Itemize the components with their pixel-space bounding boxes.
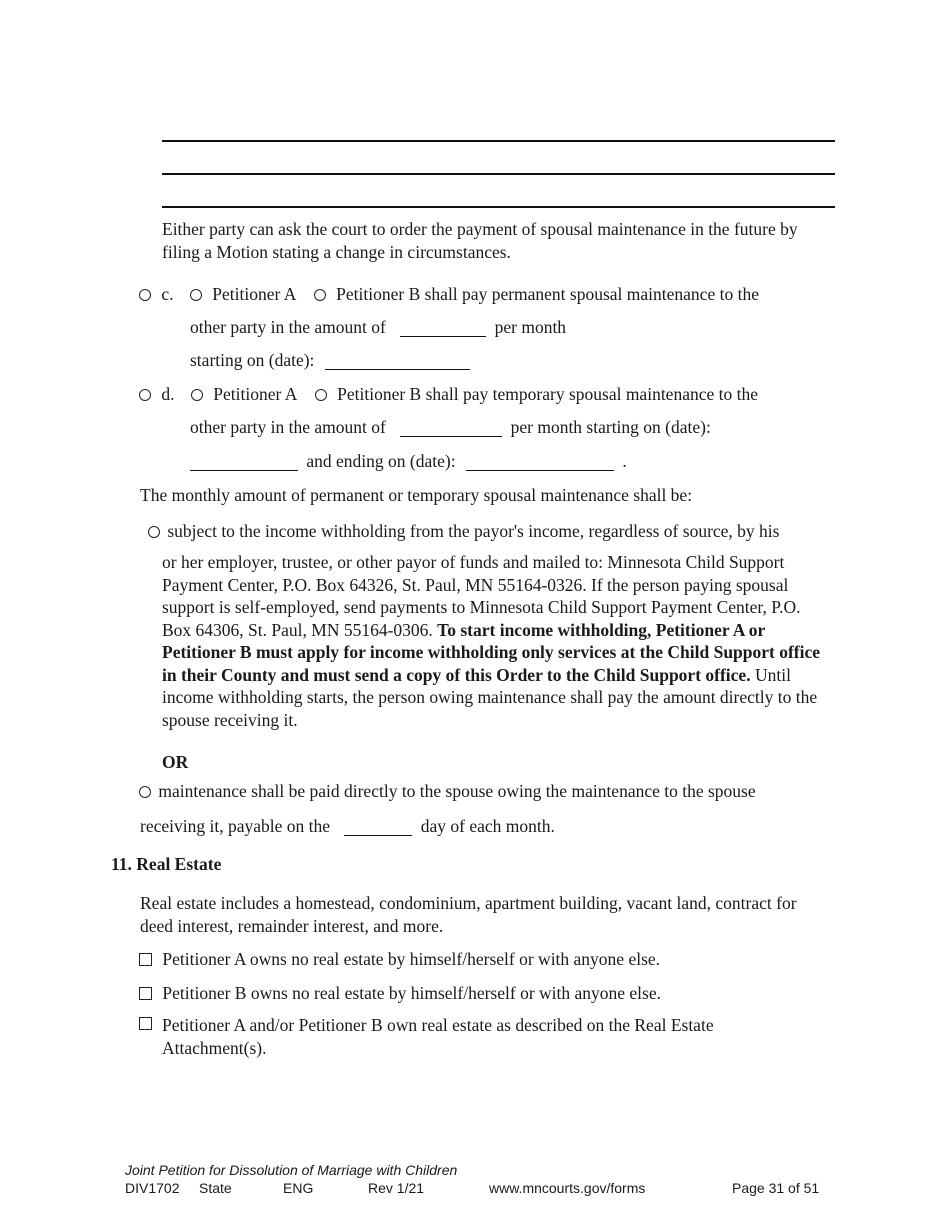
real-estate-option-2 <box>139 983 661 1004</box>
option-c-radio[interactable] <box>139 289 151 301</box>
option-c-start-label: starting on (date): <box>190 350 315 370</box>
option-c-amount-label: other party in the amount of <box>190 317 386 337</box>
direct-payment-row <box>139 781 756 802</box>
payment-day-field[interactable] <box>344 817 412 836</box>
option-c-row <box>139 284 759 305</box>
or-label: OR <box>162 752 189 772</box>
withholding-body-end: Until income withholding starts, the person owing maintenance shall pay the amount directly to the spouse receiving it. <box>162 664 818 730</box>
option-c-petitioner-b-label: Petitioner B shall pay permanent spousal maintenance to the <box>336 284 759 304</box>
real-estate-checkbox-2[interactable] <box>139 987 152 1000</box>
option-d-end-date-field[interactable] <box>466 452 614 471</box>
withholding-paragraph <box>162 551 834 731</box>
option-d-dates-row <box>190 451 627 472</box>
footer-page-number: Page 31 of 51 <box>732 1180 820 1196</box>
intro-paragraph: Either party can ask the court to order the payment of spousal maintenance in the future by filing a Motion stating a change in circumstances. <box>162 219 798 262</box>
real-estate-option-1 <box>139 949 660 970</box>
option-c-start-date-field[interactable] <box>325 351 470 370</box>
withholding-instructions: To start income withholding, Petitioner A or Petitioner B must apply for income withholding only services at the Child Support office in their County and must send a copy of this Order to the Child Support office. <box>162 619 821 685</box>
real-estate-label-2: Petitioner B owns no real estate by himself/herself or with anyone else. <box>162 983 661 1003</box>
option-d-petitioner-a-radio[interactable] <box>191 389 203 401</box>
direct-payment-suffix: day of each month. <box>420 816 555 836</box>
option-c-petitioner-b-radio[interactable] <box>314 289 326 301</box>
option-d-row <box>139 384 758 405</box>
option-d-petitioner-b-label: Petitioner B shall pay temporary spousal maintenance to the <box>337 384 758 404</box>
option-d-amount-label: other party in the amount of <box>190 417 386 437</box>
option-d-amount-row <box>190 417 711 438</box>
real-estate-label-1: Petitioner A owns no real estate by himself/herself or with anyone else. <box>162 949 661 969</box>
footer-language: ENG <box>283 1180 314 1196</box>
option-d-end-label: and ending on (date): <box>306 451 456 471</box>
option-d-start-date-field[interactable] <box>190 452 298 471</box>
withholding-radio[interactable] <box>148 526 160 538</box>
option-c-per-month: per month <box>494 317 567 337</box>
option-c-letter: c. <box>161 284 174 304</box>
direct-payment-radio[interactable] <box>139 786 151 798</box>
option-d-period: . <box>622 451 627 471</box>
option-c-petitioner-a-radio[interactable] <box>190 289 202 301</box>
option-d-letter: d. <box>161 384 175 404</box>
footer-jurisdiction: State <box>199 1180 232 1196</box>
option-c-amount-field[interactable] <box>400 318 486 337</box>
option-d-radio[interactable] <box>139 389 151 401</box>
monthly-amount-text: The monthly amount of permanent or temporary spousal maintenance shall be: <box>140 485 693 505</box>
option-d-amount-field[interactable] <box>400 418 502 437</box>
option-d-petitioner-a-label: Petitioner A <box>213 384 297 404</box>
footer-url[interactable]: www.mncourts.gov/forms <box>489 1180 646 1196</box>
withholding-body: or her employer, trustee, or other payor of funds and mailed to: Minnesota Child Support Payment Center, P.O. Box 64326, St. Paul, MN 55164-0326. If the person paying spousal support is self-employed, send payments to Minnesota Child Support Payment Center, P.O. Box 64306, St. Paul, MN 55164-0306. <box>162 552 801 640</box>
real-estate-checkbox-1[interactable] <box>139 953 152 966</box>
blank-line-1[interactable] <box>162 140 835 142</box>
blank-line-2[interactable] <box>162 173 835 175</box>
option-c-petitioner-a-label: Petitioner A <box>212 284 296 304</box>
footer-revision: Rev 1/21 <box>368 1180 425 1196</box>
real-estate-checkbox-3[interactable] <box>139 1017 152 1030</box>
withholding-first-line: subject to the income withholding from the payor's income, regardless of source, by his <box>167 521 780 541</box>
option-c-amount-row <box>190 317 566 338</box>
option-d-petitioner-b-radio[interactable] <box>315 389 327 401</box>
real-estate-label-3: Petitioner A and/or Petitioner B own real estate as described on the Real Estate Attachment(s). <box>162 1015 714 1058</box>
real-estate-description: Real estate includes a homestead, condominium, apartment building, vacant land, contract for deed interest, remainder interest, and more. <box>140 893 797 936</box>
footer-form-number: DIV1702 <box>125 1180 180 1196</box>
blank-line-3[interactable] <box>162 206 835 208</box>
direct-payment-line1: maintenance shall be paid directly to the spouse owing the maintenance to the spouse <box>158 781 756 801</box>
option-d-per-month-start: per month starting on (date): <box>510 417 711 437</box>
direct-payment-day-row <box>140 816 555 837</box>
withholding-first-row <box>148 521 779 542</box>
direct-payment-line2: receiving it, payable on the <box>140 816 330 836</box>
option-c-start-row <box>190 350 470 371</box>
footer-form-title: Joint Petition for Dissolution of Marriage with Children <box>125 1162 458 1178</box>
section-11-heading: 11. Real Estate <box>111 854 222 874</box>
